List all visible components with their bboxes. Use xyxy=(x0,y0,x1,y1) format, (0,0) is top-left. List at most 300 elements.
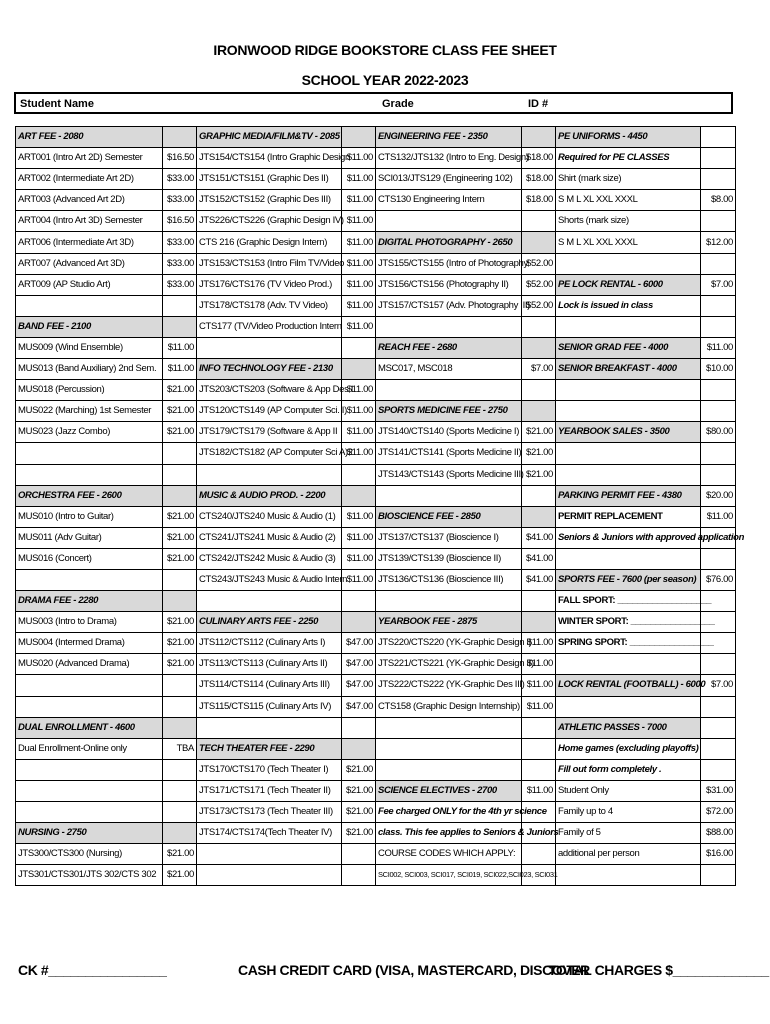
table-cell: JTS115/CTS115 (Culinary Arts IV) xyxy=(197,696,342,717)
section-header: ART FEE - 2080 xyxy=(16,127,163,148)
table-cell xyxy=(197,865,342,886)
table-cell xyxy=(701,253,736,274)
fee-amount: $7.00 xyxy=(701,675,736,696)
section-header: TECH THEATER FEE - 2290 xyxy=(197,738,342,759)
fee-amount: $16.50 xyxy=(163,211,197,232)
table-cell xyxy=(163,316,197,337)
fee-amount: $11.00 xyxy=(522,675,556,696)
fee-amount: $33.00 xyxy=(163,274,197,295)
table-cell xyxy=(376,717,522,738)
table-row xyxy=(16,485,736,506)
table-cell xyxy=(522,506,556,527)
table-row xyxy=(16,401,736,422)
table-cell: MUS016 (Concert) xyxy=(16,548,163,569)
table-cell: CTS 216 (Graphic Design Intern) xyxy=(197,232,342,253)
table-cell xyxy=(342,865,376,886)
table-cell: CTS243/JTS243 Music & Audio Intern xyxy=(197,569,342,590)
total-charges-field[interactable]: TOTAL CHARGES $_____________ xyxy=(548,962,769,978)
table-cell: JTS152/CTS152 (Graphic Des III) xyxy=(197,190,342,211)
fee-amount: $11.00 xyxy=(342,569,376,590)
fee-amount: $7.00 xyxy=(701,274,736,295)
table-cell: JTS178/CTS178 (Adv. TV Video) xyxy=(197,295,342,316)
fee-amount: $11.00 xyxy=(522,696,556,717)
table-cell xyxy=(522,401,556,422)
table-cell xyxy=(701,127,736,148)
fee-amount: $72.00 xyxy=(701,802,736,823)
table-row xyxy=(16,527,736,548)
table-cell: JTS113/CTS113 (Culinary Arts II) xyxy=(197,654,342,675)
fee-amount: $12.00 xyxy=(701,232,736,253)
fee-amount: $11.00 xyxy=(522,780,556,801)
fee-amount: $16.50 xyxy=(163,148,197,169)
table-cell xyxy=(163,485,197,506)
table-cell xyxy=(701,380,736,401)
table-cell xyxy=(163,759,197,780)
fee-amount: $11.00 xyxy=(342,274,376,295)
table-cell xyxy=(342,127,376,148)
section-header: SCIENCE ELECTIVES - 2700 xyxy=(376,780,522,801)
section-header: DIGITAL PHOTOGRAPHY - 2650 xyxy=(376,232,522,253)
fee-amount: $11.00 xyxy=(163,359,197,380)
table-cell: SPRING SPORT: _________________ xyxy=(556,633,701,654)
table-cell: FALL SPORT: ___________________ xyxy=(556,591,701,612)
table-cell xyxy=(163,717,197,738)
table-cell xyxy=(376,759,522,780)
section-header: SENIOR GRAD FEE - 4000 xyxy=(556,337,701,358)
table-cell: JTS141/CTS141 (Sports Medicine II) xyxy=(376,443,522,464)
table-cell xyxy=(342,591,376,612)
table-cell xyxy=(376,380,522,401)
table-cell: ART004 (Intro Art 3D) Semester xyxy=(16,211,163,232)
table-cell: ART003 (Advanced Art 2D) xyxy=(16,190,163,211)
table-cell xyxy=(376,316,522,337)
table-cell: Home games (excluding playoffs) xyxy=(556,738,701,759)
fee-amount: $52.00 xyxy=(522,253,556,274)
table-cell xyxy=(197,844,342,865)
fee-amount: $47.00 xyxy=(342,633,376,654)
fee-amount: $11.00 xyxy=(342,380,376,401)
table-cell xyxy=(701,865,736,886)
table-row xyxy=(16,591,736,612)
fee-amount: $41.00 xyxy=(522,569,556,590)
table-cell: JTS137/CTS137 (Bioscience I) xyxy=(376,527,522,548)
table-cell: JTS154/CTS154 (Intro Graphic Design xyxy=(197,148,342,169)
table-cell xyxy=(16,780,163,801)
table-cell xyxy=(197,717,342,738)
table-cell: JTS220/CTS220 (YK-Graphic Design I) xyxy=(376,633,522,654)
table-cell: MUS020 (Advanced Drama) xyxy=(16,654,163,675)
table-cell xyxy=(163,569,197,590)
table-row xyxy=(16,633,736,654)
table-cell xyxy=(522,591,556,612)
student-header-row xyxy=(14,92,733,114)
section-header: PARKING PERMIT FEE - 4380 xyxy=(556,485,701,506)
table-cell: ART001 (Intro Art 2D) Semester xyxy=(16,148,163,169)
table-cell: MUS022 (Marching) 1st Semester xyxy=(16,401,163,422)
table-cell: Shirt (mark size) xyxy=(556,169,701,190)
table-cell: JTS179/CTS179 (Software & App II xyxy=(197,422,342,443)
fee-amount: $41.00 xyxy=(522,548,556,569)
table-cell: Family up to 4 xyxy=(556,802,701,823)
fee-amount: $47.00 xyxy=(342,654,376,675)
fee-amount: $21.00 xyxy=(342,759,376,780)
table-row xyxy=(16,127,736,148)
fee-amount: $18.00 xyxy=(522,148,556,169)
table-row xyxy=(16,359,736,380)
fee-amount: $21.00 xyxy=(163,633,197,654)
table-row xyxy=(16,738,736,759)
table-cell xyxy=(16,802,163,823)
table-cell: ART009 (AP Studio Art) xyxy=(16,274,163,295)
table-row xyxy=(16,548,736,569)
fee-amount: $11.00 xyxy=(342,316,376,337)
fee-amount: $21.00 xyxy=(163,865,197,886)
section-header: PE LOCK RENTAL - 6000 xyxy=(556,274,701,295)
table-cell: JTS171/CTS171 (Tech Theater II) xyxy=(197,780,342,801)
fee-amount: $11.00 xyxy=(342,422,376,443)
fee-amount: $47.00 xyxy=(342,675,376,696)
table-cell: additional per person xyxy=(556,844,701,865)
fee-amount: $21.00 xyxy=(342,823,376,844)
table-row xyxy=(16,380,736,401)
section-header: MUSIC & AUDIO PROD. - 2200 xyxy=(197,485,342,506)
table-cell xyxy=(556,316,701,337)
table-row xyxy=(16,148,736,169)
fee-amount: $11.00 xyxy=(342,211,376,232)
fee-amount: $11.00 xyxy=(342,190,376,211)
table-cell: Lock is issued in class xyxy=(556,295,701,316)
page-subtitle: SCHOOL YEAR 2022-2023 xyxy=(301,72,469,88)
fee-amount: $18.00 xyxy=(522,190,556,211)
table-row xyxy=(16,823,736,844)
fee-amount: $11.00 xyxy=(701,506,736,527)
table-cell: ART006 (Intermediate Art 3D) xyxy=(16,232,163,253)
table-cell xyxy=(163,675,197,696)
table-row xyxy=(16,316,736,337)
fee-amount: $11.00 xyxy=(342,148,376,169)
table-cell: MUS011 (Adv Guitar) xyxy=(16,527,163,548)
section-header: SPORTS MEDICINE FEE - 2750 xyxy=(376,401,522,422)
section-header: DUAL ENROLLMENT - 4600 xyxy=(16,717,163,738)
table-cell xyxy=(701,211,736,232)
fee-amount: $21.00 xyxy=(163,548,197,569)
table-cell: JTS173/CTS173 (Tech Theater III) xyxy=(197,802,342,823)
table-cell xyxy=(342,359,376,380)
table-cell xyxy=(163,780,197,801)
table-cell xyxy=(16,675,163,696)
section-header: ORCHESTRA FEE - 2600 xyxy=(16,485,163,506)
table-row xyxy=(16,569,736,590)
table-cell: MSC017, MSC018 xyxy=(376,359,522,380)
section-header: GRAPHIC MEDIA/FILM&TV - 2085 xyxy=(197,127,342,148)
fee-amount: $76.00 xyxy=(701,569,736,590)
section-header: BIOSCIENCE FEE - 2850 xyxy=(376,506,522,527)
table-cell xyxy=(522,232,556,253)
fee-amount: $21.00 xyxy=(163,401,197,422)
section-header: REACH FEE - 2680 xyxy=(376,337,522,358)
grade-field[interactable]: Grade xyxy=(382,98,414,110)
table-cell xyxy=(163,591,197,612)
table-cell: MUS003 (Intro to Drama) xyxy=(16,612,163,633)
table-cell xyxy=(163,127,197,148)
fee-amount: $21.00 xyxy=(522,422,556,443)
table-row xyxy=(16,443,736,464)
table-cell xyxy=(342,738,376,759)
table-cell: Fee charged ONLY for the 4th yr science xyxy=(376,802,522,823)
table-cell: CTS132/JTS132 (Intro to Eng. Design) xyxy=(376,148,522,169)
table-cell: JTS120/CTS149 (AP Computer Sci. I) xyxy=(197,401,342,422)
table-cell xyxy=(556,380,701,401)
table-cell: PERMIT REPLACEMENT xyxy=(556,506,701,527)
student-name-field[interactable]: Student Name xyxy=(20,98,94,110)
table-row xyxy=(16,802,736,823)
section-header: SPORTS FEE - 7600 (per season) xyxy=(556,569,701,590)
fee-amount: $33.00 xyxy=(163,232,197,253)
table-row xyxy=(16,295,736,316)
table-cell xyxy=(556,401,701,422)
table-cell: MUS010 (Intro to Guitar) xyxy=(16,506,163,527)
fee-amount: $11.00 xyxy=(342,232,376,253)
table-cell: COURSE CODES WHICH APPLY: xyxy=(376,844,522,865)
fee-amount: $8.00 xyxy=(701,190,736,211)
table-cell: JTS222/CTS222 (YK-Graphic Des III) xyxy=(376,675,522,696)
table-cell xyxy=(522,485,556,506)
table-cell: JTS153/CTS153 (Intro Film TV/Video xyxy=(197,253,342,274)
section-header: INFO TECHNOLOGY FEE - 2130 xyxy=(197,359,342,380)
table-cell: CTS177 (TV/Video Production Intern xyxy=(197,316,342,337)
table-row xyxy=(16,654,736,675)
fee-amount: $33.00 xyxy=(163,190,197,211)
table-row xyxy=(16,865,736,886)
fee-amount: $80.00 xyxy=(701,422,736,443)
table-cell: JTS203/CTS203 (Software & App Des I xyxy=(197,380,342,401)
table-cell: JTS182/CTS182 (AP Computer Sci A)2 xyxy=(197,443,342,464)
table-cell: Student Only xyxy=(556,780,701,801)
table-cell: WINTER SPORT: _________________ xyxy=(556,612,701,633)
table-cell: CTS130 Engineering Intern xyxy=(376,190,522,211)
table-cell xyxy=(701,169,736,190)
table-cell xyxy=(16,759,163,780)
table-cell: JTS114/CTS114 (Culinary Arts III) xyxy=(197,675,342,696)
table-cell xyxy=(701,759,736,780)
table-cell xyxy=(522,759,556,780)
table-cell: MUS023 (Jazz Combo) xyxy=(16,422,163,443)
table-cell: Dual Enrollment-Online only xyxy=(16,738,163,759)
page-title: IRONWOOD RIDGE BOOKSTORE CLASS FEE SHEET xyxy=(213,42,557,58)
table-cell xyxy=(16,569,163,590)
table-cell xyxy=(522,316,556,337)
table-row xyxy=(16,253,736,274)
table-cell xyxy=(556,654,701,675)
table-cell: Fill out form completely . xyxy=(556,759,701,780)
fee-amount: $52.00 xyxy=(522,295,556,316)
table-row xyxy=(16,464,736,485)
fee-amount: $52.00 xyxy=(522,274,556,295)
table-cell: CTS241/JTS241 Music & Audio (2) xyxy=(197,527,342,548)
table-cell xyxy=(701,548,736,569)
fee-amount: $88.00 xyxy=(701,823,736,844)
fee-amount: $11.00 xyxy=(342,506,376,527)
table-cell xyxy=(701,443,736,464)
table-cell xyxy=(556,253,701,274)
section-header: PE UNIFORMS - 4450 xyxy=(556,127,701,148)
table-cell xyxy=(522,380,556,401)
table-row xyxy=(16,190,736,211)
table-cell xyxy=(556,443,701,464)
table-row xyxy=(16,759,736,780)
table-cell: JTS226/CTS226 (Graphic Design IV) xyxy=(197,211,342,232)
table-row xyxy=(16,506,736,527)
table-cell xyxy=(16,295,163,316)
table-cell xyxy=(556,865,701,886)
table-cell: JTS155/CTS155 (Intro of Photography xyxy=(376,253,522,274)
fee-amount: $31.00 xyxy=(701,780,736,801)
table-cell xyxy=(701,401,736,422)
fee-amount: $21.00 xyxy=(163,527,197,548)
table-row xyxy=(16,675,736,696)
table-cell xyxy=(376,738,522,759)
fee-amount: $21.00 xyxy=(163,612,197,633)
fee-amount: $21.00 xyxy=(522,464,556,485)
table-cell xyxy=(522,738,556,759)
table-row xyxy=(16,844,736,865)
table-cell xyxy=(556,696,701,717)
table-cell xyxy=(376,211,522,232)
table-cell xyxy=(376,591,522,612)
table-row xyxy=(16,232,736,253)
table-cell xyxy=(163,443,197,464)
table-cell: Shorts (mark size) xyxy=(556,211,701,232)
table-cell xyxy=(376,485,522,506)
fee-amount: $11.00 xyxy=(342,295,376,316)
table-cell: S M L XL XXL XXXL xyxy=(556,190,701,211)
table-cell xyxy=(342,717,376,738)
table-row xyxy=(16,274,736,295)
table-cell xyxy=(197,337,342,358)
table-cell: SCI013/JTS129 (Engineering 102) xyxy=(376,169,522,190)
section-header: YEARBOOK SALES - 3500 xyxy=(556,422,701,443)
table-cell xyxy=(522,211,556,232)
table-cell: Seniors & Juniors with approved application xyxy=(556,527,701,548)
section-header: ENGINEERING FEE - 2350 xyxy=(376,127,522,148)
fee-amount: $11.00 xyxy=(163,337,197,358)
table-row xyxy=(16,717,736,738)
section-header: SENIOR BREAKFAST - 4000 xyxy=(556,359,701,380)
fee-amount: $21.00 xyxy=(163,422,197,443)
fee-amount: TBA xyxy=(163,738,197,759)
fee-amount: $21.00 xyxy=(163,380,197,401)
table-cell xyxy=(16,464,163,485)
fee-amount: $11.00 xyxy=(342,527,376,548)
section-header: BAND FEE - 2100 xyxy=(16,316,163,337)
fee-amount: $21.00 xyxy=(163,844,197,865)
table-cell xyxy=(522,337,556,358)
table-cell: class. This fee applies to Seniors & Juniors xyxy=(376,823,522,844)
table-cell xyxy=(342,485,376,506)
table-cell: ART002 (Intermediate Art 2D) xyxy=(16,169,163,190)
table-cell xyxy=(163,464,197,485)
table-cell xyxy=(522,844,556,865)
fee-amount: $33.00 xyxy=(163,169,197,190)
fee-amount: $11.00 xyxy=(342,401,376,422)
table-cell: MUS013 (Band Auxiliary) 2nd Sem. xyxy=(16,359,163,380)
table-cell: JTS221/CTS221 (YK-Graphic Design II) xyxy=(376,654,522,675)
table-row xyxy=(16,169,736,190)
table-cell: JTS112/CTS112 (Culinary Arts I) xyxy=(197,633,342,654)
table-cell xyxy=(197,464,342,485)
table-cell xyxy=(701,316,736,337)
fee-amount: $20.00 xyxy=(701,485,736,506)
table-cell xyxy=(16,696,163,717)
fee-table xyxy=(15,126,745,886)
table-cell: JTS170/CTS170 (Tech Theater I) xyxy=(197,759,342,780)
table-row xyxy=(16,780,736,801)
section-header: CULINARY ARTS FEE - 2250 xyxy=(197,612,342,633)
table-cell: JTS140/CTS140 (Sports Medicine I) xyxy=(376,422,522,443)
table-cell: JTS139/CTS139 (Bioscience II) xyxy=(376,548,522,569)
table-cell: MUS004 (Intermed Drama) xyxy=(16,633,163,654)
table-cell xyxy=(342,612,376,633)
table-cell xyxy=(701,464,736,485)
table-cell: S M L XL XXL XXXL xyxy=(556,232,701,253)
table-row xyxy=(16,422,736,443)
fee-amount: $11.00 xyxy=(522,654,556,675)
table-cell: CTS158 (Graphic Design Internship) xyxy=(376,696,522,717)
fee-amount: $21.00 xyxy=(522,443,556,464)
fee-amount: $11.00 xyxy=(342,443,376,464)
table-cell: CTS240/JTS240 Music & Audio (1) xyxy=(197,506,342,527)
fee-amount: $11.00 xyxy=(522,633,556,654)
table-cell: JTS156/CTS156 (Photography II) xyxy=(376,274,522,295)
fee-amount: $41.00 xyxy=(522,527,556,548)
fee-amount: $21.00 xyxy=(342,802,376,823)
table-cell: SCI002, SCI003, SCI017, SCI019, SCI022,SCI023, SCI031 xyxy=(376,865,522,886)
table-cell xyxy=(342,844,376,865)
id-field[interactable]: ID # xyxy=(528,98,549,110)
fee-amount: $16.00 xyxy=(701,844,736,865)
table-cell xyxy=(16,443,163,464)
table-cell xyxy=(342,337,376,358)
section-header: NURSING - 2750 xyxy=(16,823,163,844)
table-cell xyxy=(556,548,701,569)
fee-amount: $18.00 xyxy=(522,169,556,190)
section-header: LOCK RENTAL (FOOTBALL) - 6000 xyxy=(556,675,701,696)
table-cell: JTS176/CTS176 (TV Video Prod.) xyxy=(197,274,342,295)
table-row xyxy=(16,696,736,717)
fee-amount: $21.00 xyxy=(342,780,376,801)
table-cell: CTS242/JTS242 Music & Audio (3) xyxy=(197,548,342,569)
table-cell xyxy=(522,127,556,148)
fee-amount: $47.00 xyxy=(342,696,376,717)
table-cell xyxy=(701,148,736,169)
table-row xyxy=(16,337,736,358)
table-cell: ART007 (Advanced Art 3D) xyxy=(16,253,163,274)
fee-amount: $21.00 xyxy=(163,506,197,527)
table-cell xyxy=(197,591,342,612)
table-cell: JTS136/CTS136 (Bioscience III) xyxy=(376,569,522,590)
table-cell xyxy=(163,802,197,823)
table-cell: JTS174/CTS174(Tech Theater IV) xyxy=(197,823,342,844)
check-number-field[interactable]: CK #________________ xyxy=(18,962,167,978)
fee-amount: $11.00 xyxy=(701,337,736,358)
fee-amount: $11.00 xyxy=(342,548,376,569)
table-cell xyxy=(701,738,736,759)
fee-amount: $21.00 xyxy=(163,654,197,675)
table-cell xyxy=(701,295,736,316)
table-cell xyxy=(163,295,197,316)
table-cell xyxy=(522,612,556,633)
table-cell: JTS300/CTS300 (Nursing) xyxy=(16,844,163,865)
